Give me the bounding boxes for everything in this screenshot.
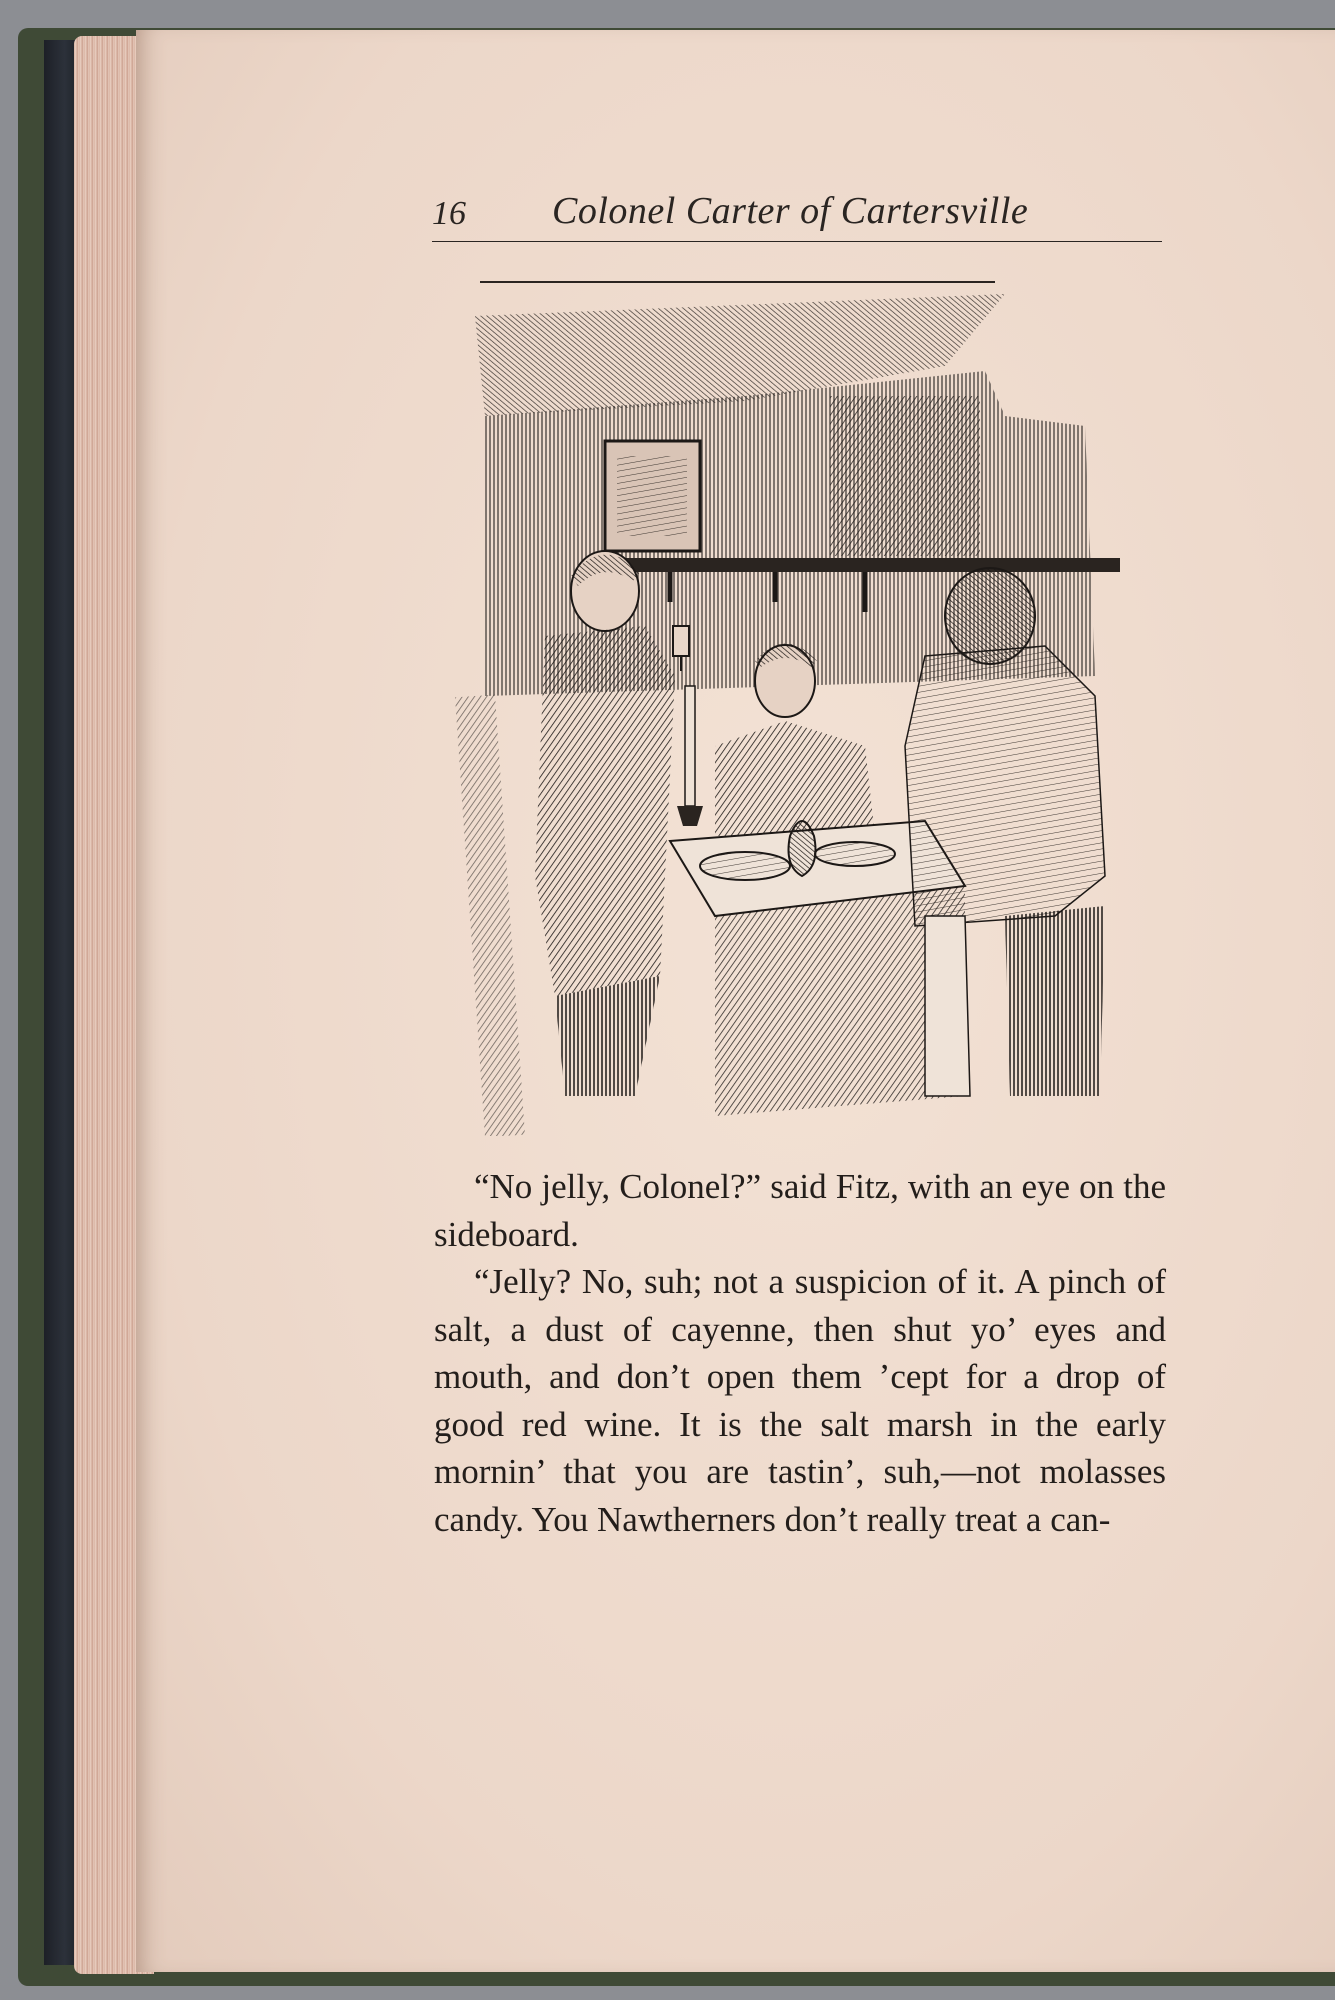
- dinner-illustration: [445, 276, 1160, 1136]
- book-spine-edge: [44, 40, 78, 1965]
- running-title: Colonel Carter of Cartersville: [552, 190, 1029, 232]
- running-head: [432, 185, 1162, 242]
- body-text: [434, 1163, 1166, 1543]
- paragraph: “No jelly, Colonel?” said Fitz, with an eye on the sideboard.: [434, 1167, 1166, 1254]
- page-number: 16: [432, 195, 466, 232]
- sideboard-shelf: [605, 558, 1120, 572]
- paragraph: “Jelly? No, suh; not a suspicion of it. A pinch of salt, a dust of cayenne, then shut yo’ eyes and mouth, and don’t open them ’cept for a drop of good red wine. It is the salt marsh in the early mornin’ that you are tastin’, suh,—not molasses candy. You Nawtherners don’t really treat a can-: [434, 1262, 1166, 1539]
